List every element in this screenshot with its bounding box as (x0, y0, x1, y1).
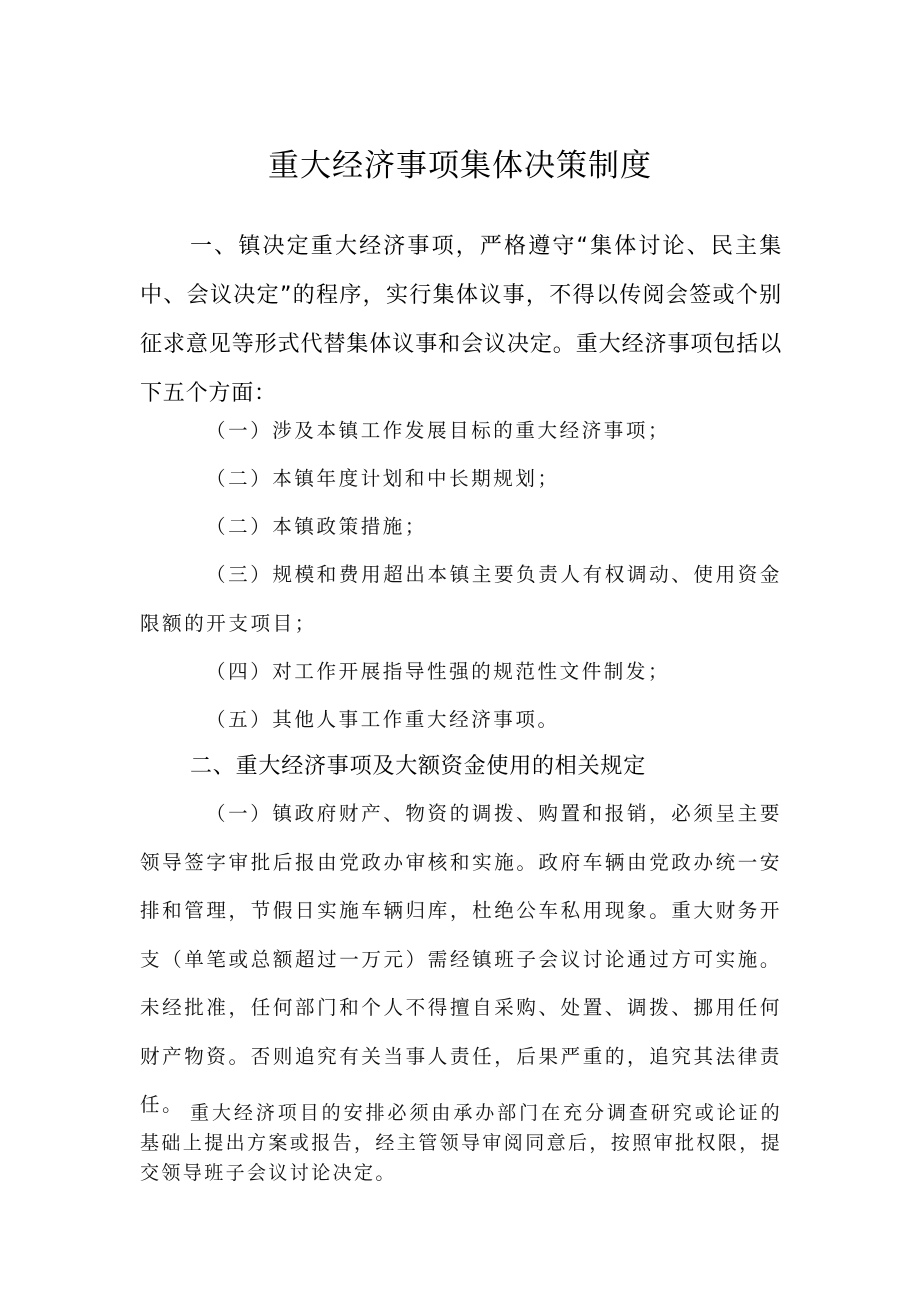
section-2-paragraph-1: （一）镇政府财产、物资的调拨、购置和报销，必须呈主要领导签字审批后报由党政办审核和实施。政府车辆由党政办统一安排和管理，节假日实施车辆归库，杜绝公车私用现象。重大财务开支（单笔或总额超过一万元）需经镇班子会议讨论通过方可实施。未经批准，任何部门和个人不得擅自采购、处置、调拨、挪用任何财产物资。否则追究有关当事人责任，后果严重的，追究其法律责任。 (140, 802, 782, 1116)
section-1-item-2: （二）本镇年度计划和中长期规划； (206, 467, 560, 490)
section-1-item-1: （一）涉及本镇工作发展目标的重大经济事项； (206, 419, 671, 442)
section-2-paragraph-2: 重大经济项目的安排必须由承办部门在充分调查研究或论证的基础上提出方案或报告，经主管领导审阅同意后，按照审批权限，提交领导班子会议讨论决定。 (140, 1102, 783, 1184)
section-2-heading: 二、重大经济事项及大额资金使用的相关规定 (190, 754, 647, 779)
document-title: 重大经济事项集体决策制度 (268, 148, 652, 184)
section-1-item-6: （五）其他人事工作重大经济事项。 (206, 708, 560, 731)
section-1-item-4: （三）规模和费用超出本镇主要负责人有权调动、使用资金限额的开支项目； (140, 563, 782, 635)
section-1-paragraph: 一、镇决定重大经济事项，严格遵守“集体讨论、民主集中、会议决定”的程序，实行集体议事，不得以传阅会签或个别征求意见等形式代替集体议事和会议决定。重大经济事项包括以下五个方面： (140, 234, 782, 406)
section-1-item-3: （二）本镇政策措施； (206, 515, 428, 538)
section-1-item-5: （四）对工作开展指导性强的规范性文件制发； (206, 660, 671, 683)
